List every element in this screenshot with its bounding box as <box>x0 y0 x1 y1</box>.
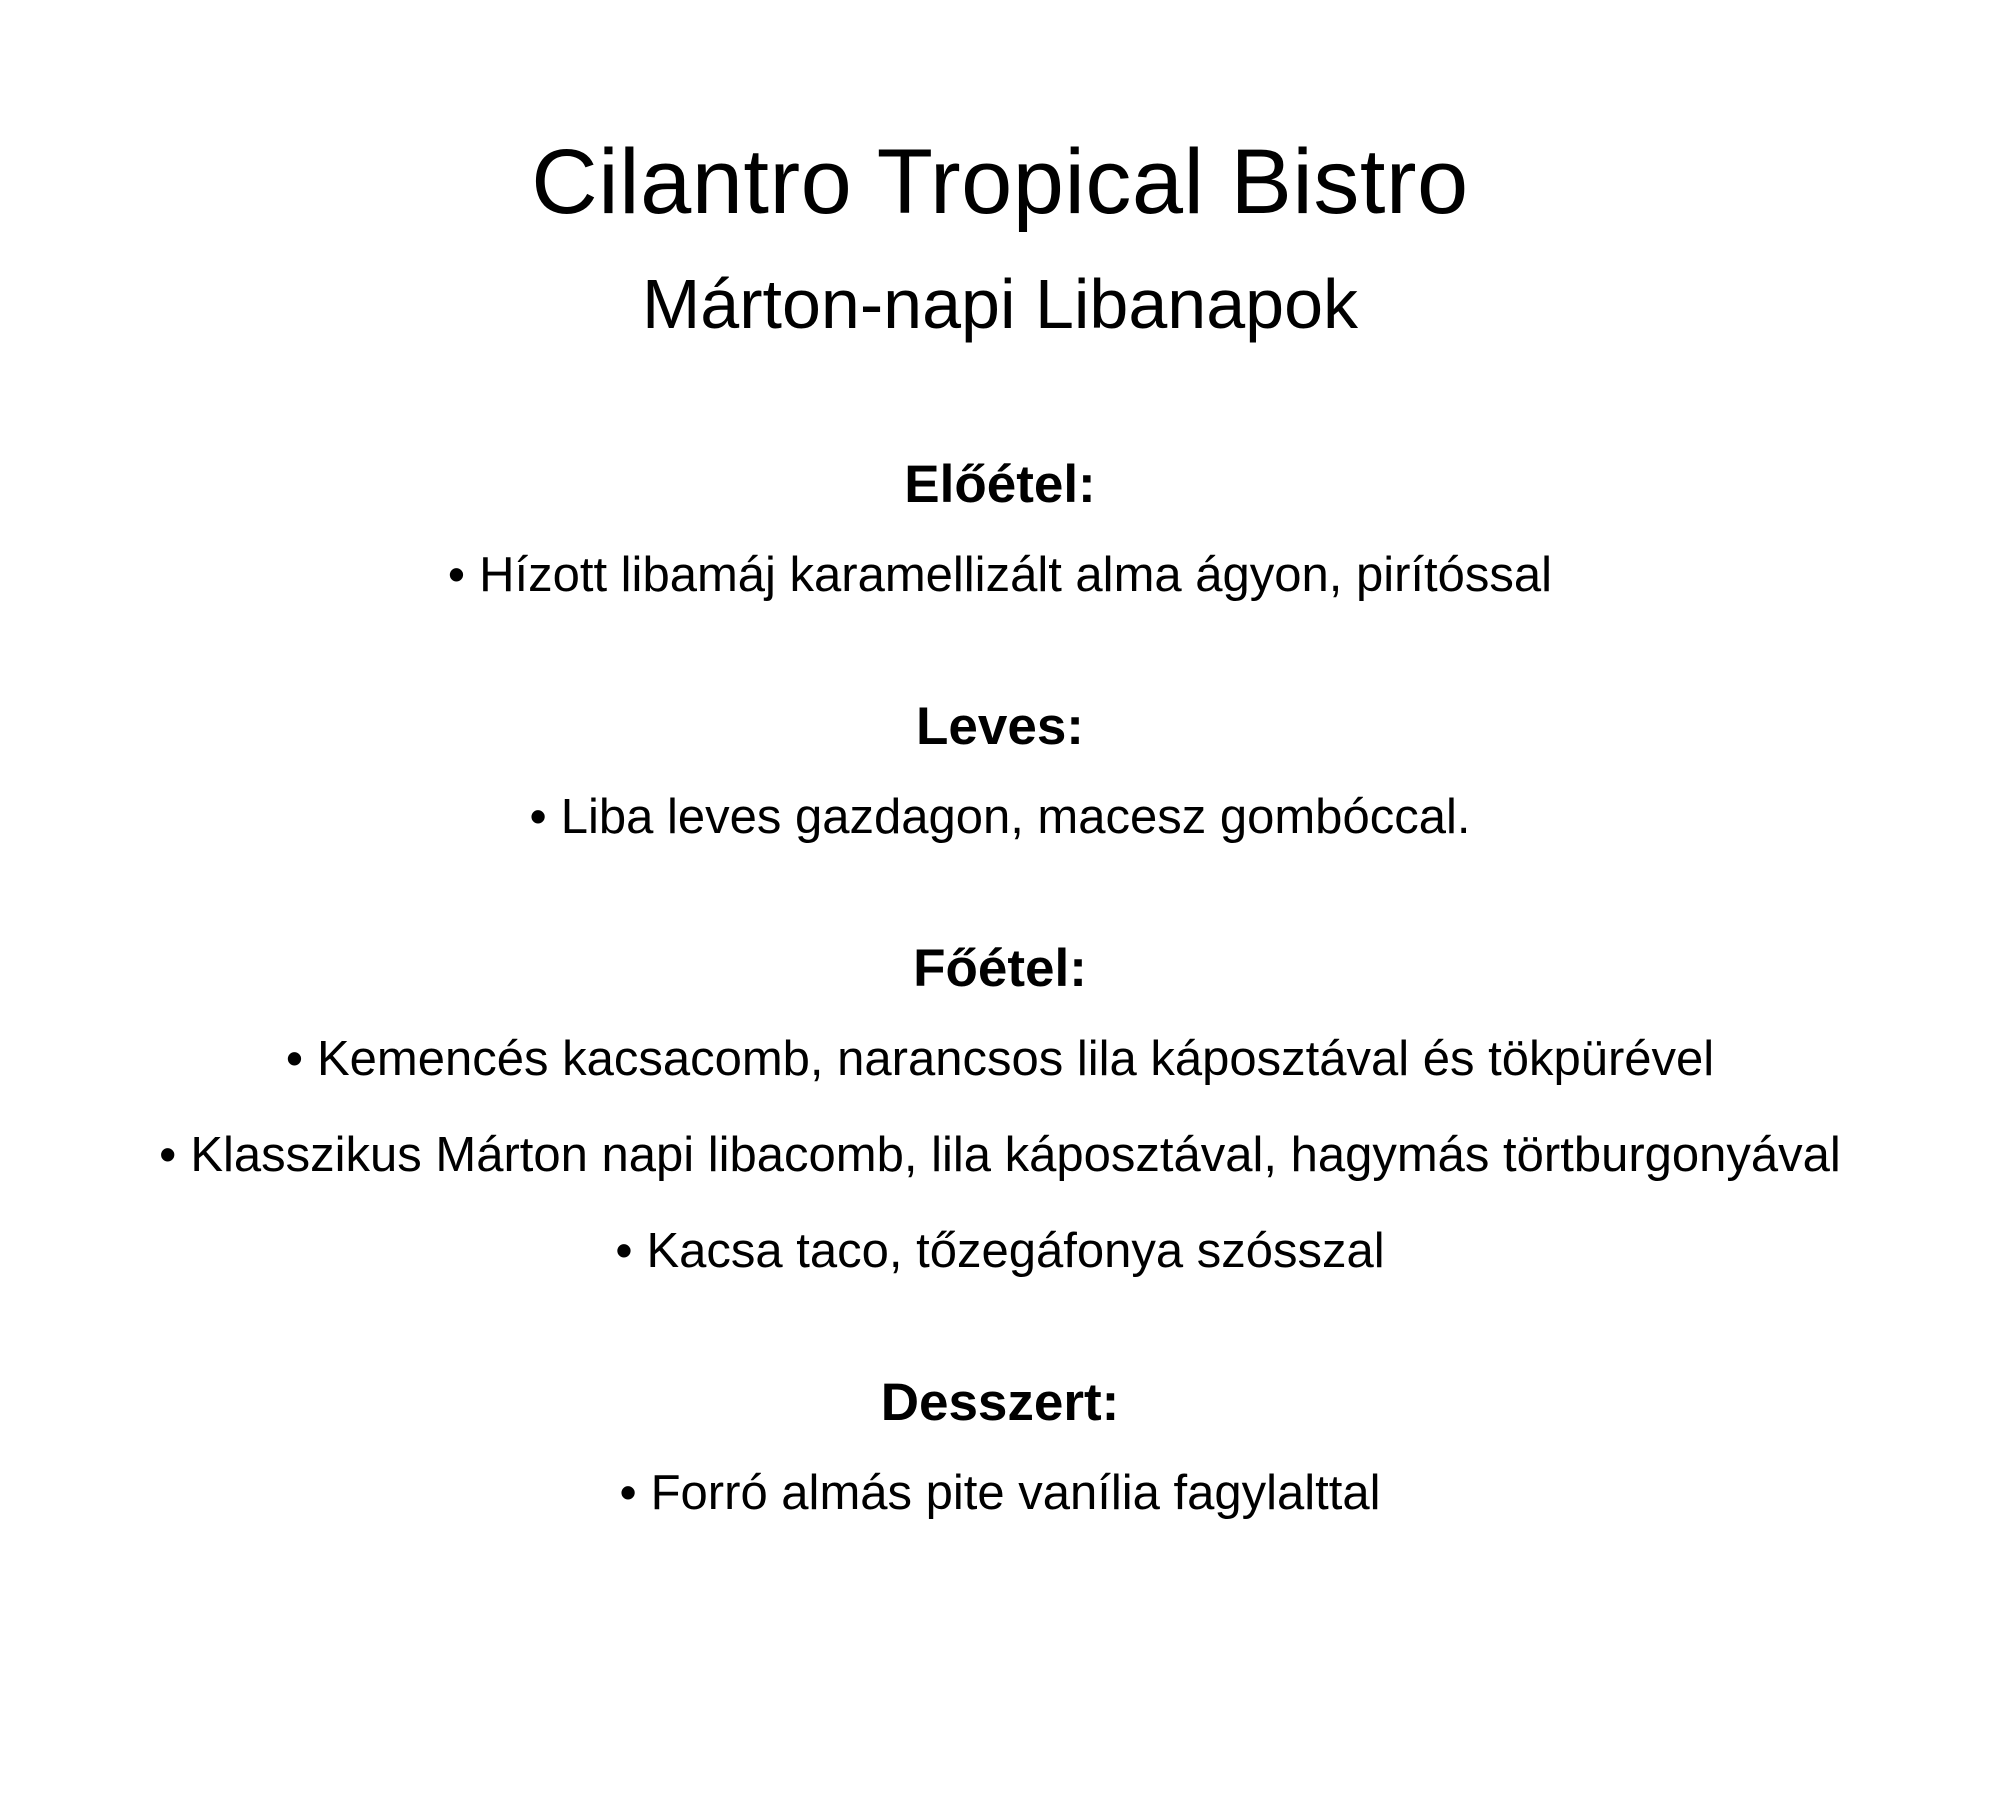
course-main <box>0 934 2000 1284</box>
course-appetizer <box>0 450 2000 608</box>
dish-list <box>0 784 2000 850</box>
bullet-icon: • <box>529 790 547 844</box>
event-title: Márton-napi Libanapok <box>641 265 1359 343</box>
course-soup <box>0 692 2000 850</box>
course-heading: Desszert: <box>880 1373 1120 1432</box>
dish-name: Forró almás pite vanília fagylalttal <box>650 1466 1381 1520</box>
dish-name: Klasszikus Márton napi libacomb, lila káposztával, hagymás törtburgonyával <box>190 1128 1841 1182</box>
dish-list <box>0 542 2000 608</box>
course-dessert <box>0 1368 2000 1526</box>
dish-list <box>0 1026 2000 1284</box>
dish-name: Kemencés kacsacomb, narancsos lila káposztával és tökpürével <box>316 1032 1715 1086</box>
dish-name: Kacsa taco, tőzegáfonya szósszal <box>646 1224 1385 1278</box>
course-heading: Leves: <box>916 697 1084 756</box>
dish-item <box>0 1122 2000 1188</box>
dish-name: Liba leves gazdagon, macesz gombóccal. <box>560 790 1471 844</box>
dish-list <box>0 1460 2000 1526</box>
dish-item <box>0 1218 2000 1284</box>
course-heading: Főétel: <box>913 939 1087 998</box>
dish-name: Hízott libamáj karamellizált alma ágyon, pirítóssal <box>479 548 1553 602</box>
menu-courses <box>0 450 2000 1526</box>
bullet-icon: • <box>159 1128 177 1182</box>
dish-item <box>0 1026 2000 1092</box>
dish-item <box>0 542 2000 608</box>
course-heading: Előétel: <box>904 455 1096 514</box>
dish-item <box>0 784 2000 850</box>
bullet-icon: • <box>447 548 466 602</box>
bullet-icon: • <box>619 1466 637 1520</box>
bullet-icon: • <box>615 1224 633 1278</box>
dish-item <box>0 1460 2000 1526</box>
bullet-icon: • <box>285 1032 303 1086</box>
restaurant-name: Cilantro Tropical Bistro <box>531 131 1469 233</box>
